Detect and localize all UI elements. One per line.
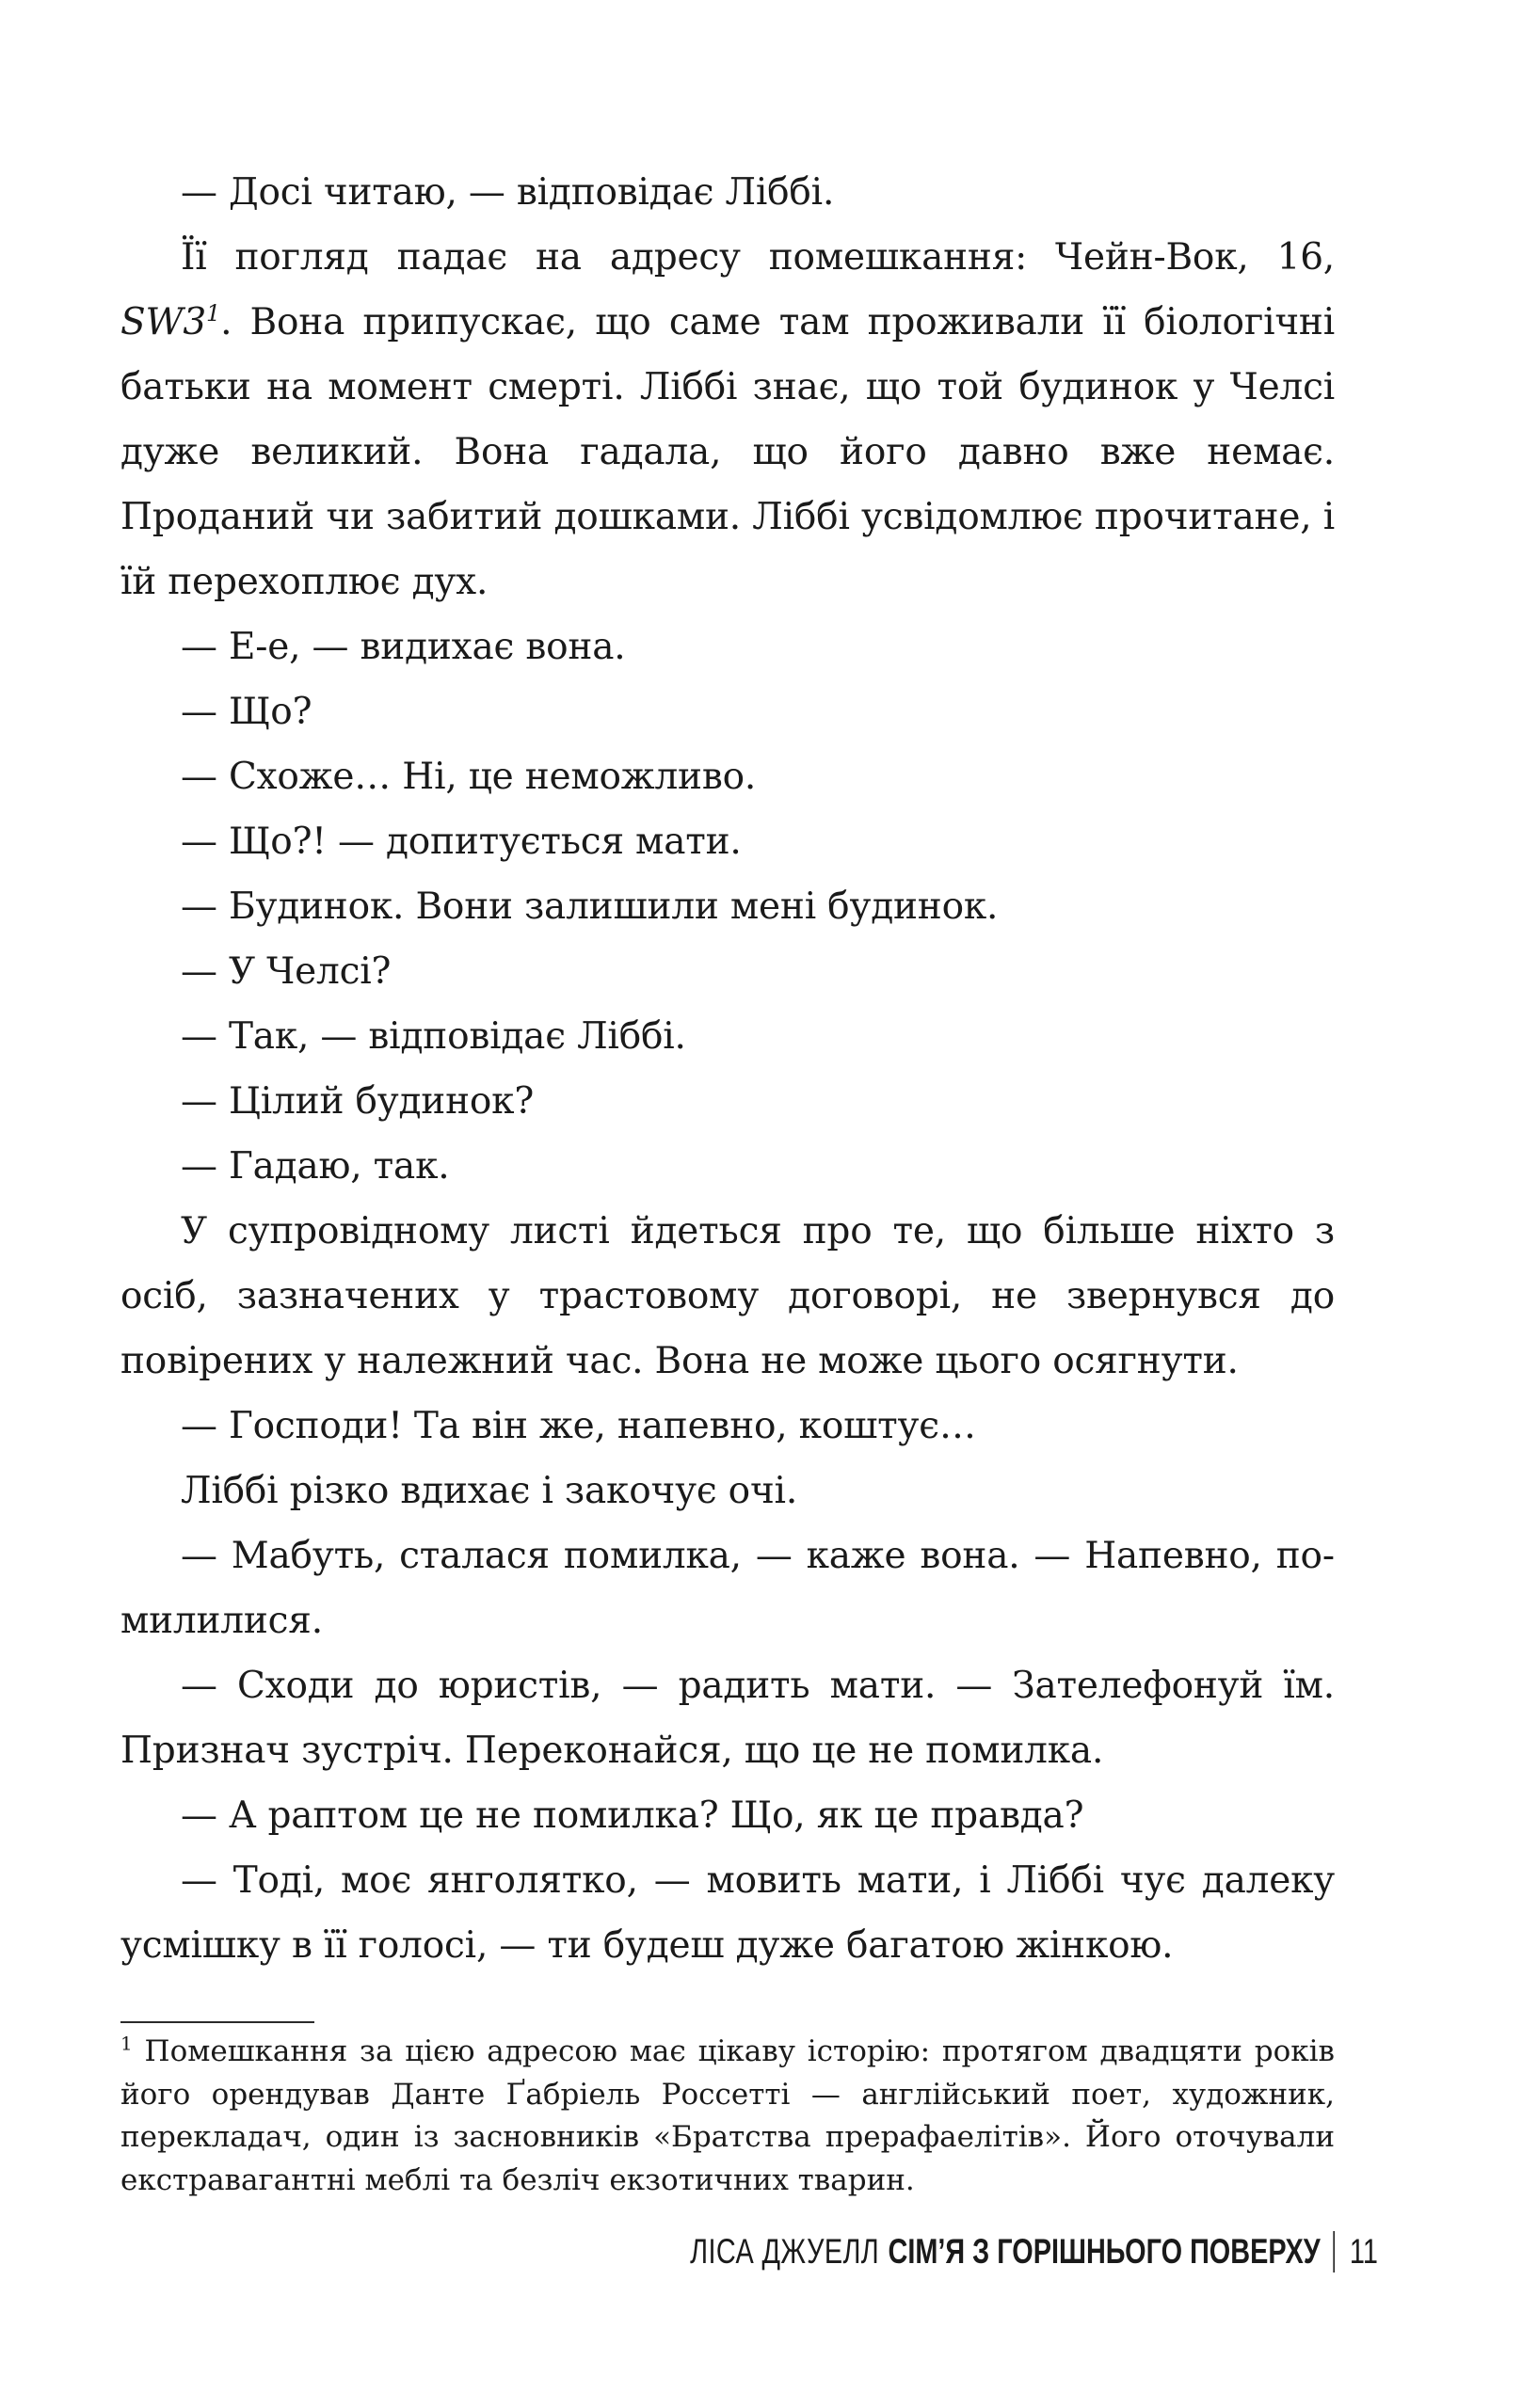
footer-separator bbox=[1334, 2231, 1336, 2272]
paragraph: — У Челсі? bbox=[181, 950, 392, 993]
paragraph: — Що?! — допитується мати. bbox=[181, 821, 742, 863]
paragraph-text-continued: . Вона припускає, що саме там проживали її біологічні батьки на момент смерті. Ліббі знає, що той будинок у Челсі дуже великий. Вона гадала, що його давно вже немає. Проданий чи забитий дошками. Ліббі усвідомлює прочитане, і їй перехоплює дух. bbox=[120, 301, 1335, 603]
paragraph: — Мабуть, сталася помилка, — каже вона. — Напевно, помилилися. bbox=[120, 1535, 1335, 1642]
paragraph: — Гадаю, так. bbox=[181, 1145, 450, 1188]
postcode: SW3 bbox=[120, 301, 207, 343]
paragraph: — Досі читаю, — відповідає Ліббі. bbox=[181, 171, 835, 214]
body-text bbox=[120, 160, 1335, 1978]
paragraph: — Е-е, — видихає вона. bbox=[181, 626, 626, 668]
paragraph: — Схоже… Ні, це неможливо. bbox=[181, 756, 757, 798]
footnote-divider bbox=[120, 2021, 314, 2023]
paragraph: — Цілий будинок? bbox=[181, 1080, 535, 1123]
running-footer bbox=[690, 2228, 1378, 2275]
paragraph: — Так, — відповідає Ліббі. bbox=[181, 1015, 686, 1058]
paragraph-text: Її погляд падає на адресу помешкання: Чейн-Вок, 16, bbox=[181, 236, 1335, 279]
footnote-text: Помешкання за цією адресою має цікаву історію: протягом двадцяти років його орендував Данте Ґабріель Россетті — англійський поет, художник, перекладач, один із засновників «Братства прерафаелітів». Його оточували екстравагантні меблі та безліч екзотичних тварин. bbox=[120, 2034, 1335, 2197]
page-number: 11 bbox=[1350, 2232, 1378, 2271]
paragraph: — Будинок. Вони залишили мені будинок. bbox=[181, 885, 999, 928]
paragraph: — Господи! Та він же, напевно, коштує… bbox=[181, 1405, 976, 1447]
paragraph: — А раптом це не помилка? Що, як це правда? bbox=[181, 1794, 1084, 1837]
paragraph: — Що? bbox=[181, 691, 312, 733]
paragraph: Ліббі різко вдихає і закочує очі. bbox=[181, 1470, 798, 1512]
footnote-marker: 1 bbox=[120, 2032, 133, 2055]
paragraph: — Тоді, моє янголятко, — мовить мати, і Ліббі чує далеку усмішку в її голосі, — ти будеш дуже багатою жінкою. bbox=[120, 1859, 1335, 1967]
footnote bbox=[120, 2031, 1335, 2202]
footnote-reference[interactable]: 1 bbox=[206, 300, 221, 327]
paragraph-with-footnote-ref bbox=[120, 225, 1335, 614]
book-title: СІМ’Я З ГОРІШНЬОГО ПОВЕРХУ bbox=[888, 2232, 1321, 2271]
paragraph: У супровідному листі йдеться про те, що більше ніхто з осіб, зазначених у трастовому договорі, не звернувся до повірених у належний час. Вона не може цього осягнути. bbox=[120, 1210, 1335, 1382]
paragraph: — Сходи до юристів, — радить мати. — Зателефонуй їм. Признач зустріч. Переконайся, що це не помилка. bbox=[120, 1665, 1335, 1772]
author-name: ЛІСА ДЖУЕЛЛ bbox=[690, 2232, 880, 2271]
